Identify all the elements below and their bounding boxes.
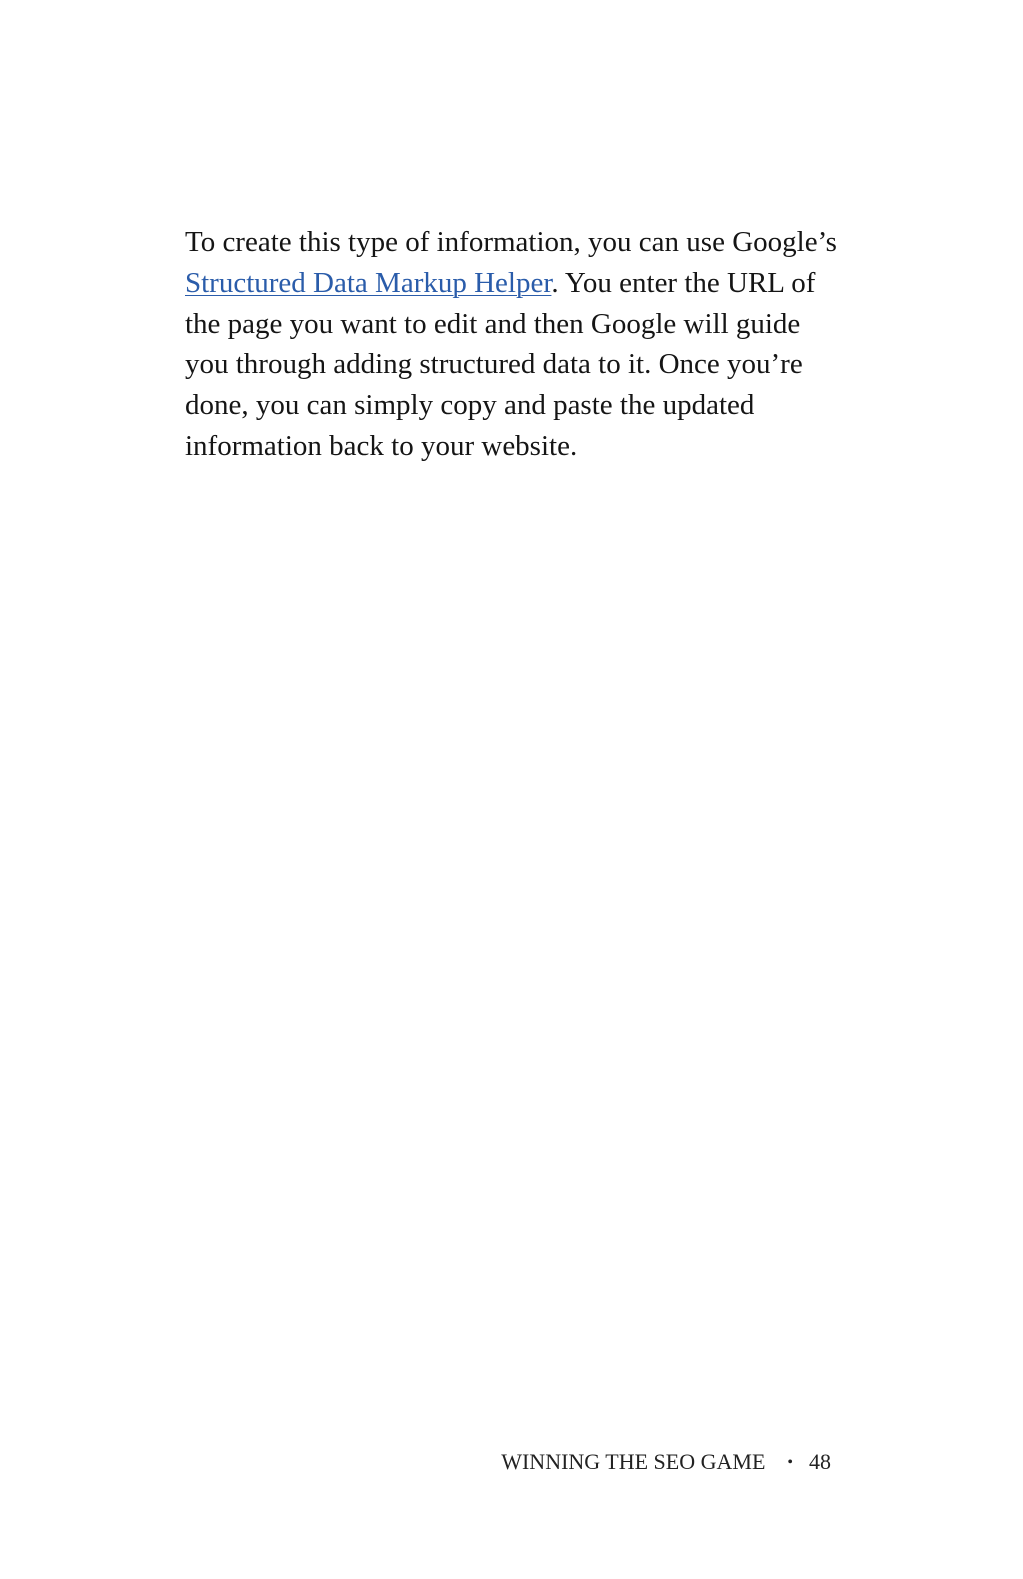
structured-data-markup-helper-link[interactable]: Structured Data Markup Helper xyxy=(185,266,552,299)
page-footer xyxy=(501,1448,831,1477)
paragraph-text-after: . You enter the URL of the page you want to edit and then Google will guide you through adding structured data to it. Once you’re done, you can simply copy and paste the updated information back to your website. xyxy=(185,266,816,462)
footer-separator: • xyxy=(787,1454,793,1471)
book-title: WINNING THE SEO GAME xyxy=(501,1449,766,1474)
page-number: 48 xyxy=(809,1449,831,1474)
paragraph-text-before: To create this type of information, you can use Google’s xyxy=(185,226,837,258)
body-paragraph xyxy=(185,222,845,467)
